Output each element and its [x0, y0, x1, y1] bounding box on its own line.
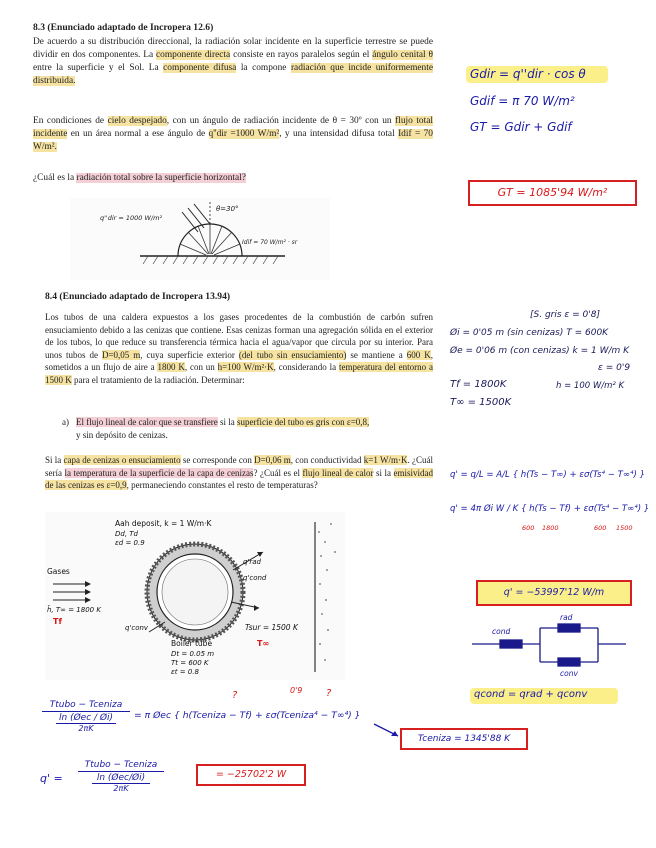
- hw-tinf-value: T∞ = 1500K: [450, 397, 512, 408]
- fig-tt-label: Tt = 600 K: [171, 659, 209, 667]
- fig-ash-emissivity-label: εd = 0.9: [115, 539, 145, 547]
- hw-final-result-box: = −25702'2 W: [196, 764, 306, 786]
- hw-gdir-equation: Gdir = q''dir · cos θ: [470, 67, 586, 81]
- hw-final-denominator-bottom: 2πK: [113, 784, 129, 793]
- problem-8-3-question: ¿Cuál es la radiación total sobre la superficie horizontal?: [33, 173, 246, 183]
- fig-tsur-label: Tsur = 1500 K: [245, 623, 298, 632]
- fig-boiler-tube-label: Boiler tube: [171, 639, 213, 648]
- hw-tf-value: Tf = 1800K: [450, 379, 507, 390]
- hw-lhs-denominator-top: ln (Øec / Øi): [56, 713, 116, 724]
- hw-lhs-denominator-bottom: 2πK: [78, 724, 94, 733]
- hw-h-value: h = 100 W/m² K: [556, 381, 625, 391]
- hw-gt-equation: GT = Gdir + Gdif: [470, 120, 572, 134]
- hw-gt-result-box: GT = 1085'94 W/m²: [468, 180, 637, 206]
- solar-radiation-figure: [70, 198, 330, 280]
- fig-qrad-label: q'rad: [243, 558, 261, 566]
- hw-unknown-mark-1: ?: [232, 690, 238, 701]
- figure-idif-label: Idif = 70 W/m² · sr: [242, 239, 298, 246]
- hw-value-1500: 1500: [616, 524, 633, 532]
- fig-dt-label: Dt = 0.05 m: [171, 650, 215, 658]
- hw-final-numerator: Ttubo − Tceniza: [78, 760, 164, 772]
- problem-8-3-paragraph-1: De acuerdo a su distribución direccional, la radiación solar incidente en la superficie terrestre se puede dividir en dos componentes. La componente directa consiste en rayos paralelos según el ángulo cenital θ entre la superficie y el Sol. La componente difusa la compone radiación que incide uniformemente distribuida.: [33, 37, 434, 86]
- hw-linear-flux-equation-2: q' = 4π Øi W / K { h(Ts − Tf) + εσ(Ts⁴ − T∞⁴) }: [450, 504, 650, 514]
- fig-h-tinf-label: h̄, T∞ = 1800 K: [47, 606, 101, 614]
- hw-emissivity-mark: 0'9: [290, 686, 303, 695]
- hw-lhs-fraction: [42, 700, 130, 733]
- fig-ash-deposit-label: Aah deposit, k = 1 W/m·K: [115, 519, 212, 528]
- problem-8-4-heading: 8.4 (Enunciado adaptado de Incropera 13.94): [45, 291, 231, 302]
- fig-ash-dd-label: Dd, Td: [115, 530, 139, 538]
- hw-unknown-mark-2: ?: [326, 688, 332, 699]
- boiler-tube-figure: [45, 512, 345, 680]
- circuit-cond-label: cond: [492, 627, 511, 636]
- hw-gray-surface-note: [S. gris ε = 0'8]: [530, 310, 600, 320]
- hw-diameter-outer: Øe = 0'06 m (con cenizas) k = 1 W/m K: [450, 346, 630, 356]
- fig-gases-label: Gases: [47, 567, 70, 576]
- hw-final-fraction: [78, 760, 164, 793]
- hw-final-lhs: q' =: [40, 772, 63, 785]
- hw-gdif-equation: Gdif = π 70 W/m²: [470, 94, 575, 108]
- hw-value-1800: 1800: [542, 524, 559, 532]
- hw-value-600-b: 600: [594, 524, 607, 532]
- hw-rhs-expression: = π Øec { h(Tceniza − Tf) + εσ(Tceniza⁴ − T∞⁴) }: [134, 710, 361, 721]
- question-a: a) El flujo lineal de calor que se transfiere si la superficie del tubo es gris con ε=0,8, y sin depósito de cenizas.: [62, 417, 370, 440]
- problem-8-4-paragraph-1: Los tubos de una caldera expuestos a los gases procedentes de la combustión de carbón sufren ensuciamiento debido a las cenizas que contiene. Esas cenizas forman una agregación sólida en el exterior de los tubos, lo que reduce su transferencia térmica hacia el agua/vapor que circula por su interior. Para unos tubos de D=0,05 m, cuya superficie exterior (del tubo sin ensuciamiento) se mantiene a 600 K, sometidos a un flujo de aire a 1800 K, con un h=100 W/m²·K, considerando la temperatura del entorno a 1500 K para el tratamiento de la radiación. Determinar:: [45, 312, 433, 385]
- question-a-label: a): [62, 417, 69, 427]
- circuit-rad-label: rad: [560, 613, 573, 622]
- hw-final-denominator-top: ln (Øec/Øi): [92, 773, 150, 784]
- circuit-conv-label: conv: [560, 669, 578, 678]
- hw-emissivity: ε = 0'9: [598, 363, 631, 373]
- problem-8-3-heading: 8.3 (Enunciado adaptado de Incropera 12.6): [33, 22, 214, 33]
- hw-value-600-a: 600: [522, 524, 535, 532]
- figure-theta-label: θ=30°: [216, 205, 239, 213]
- hw-qcond-balance: qcond = qrad + qconv: [474, 689, 588, 700]
- figure-qdir-label: q''dir = 1000 W/m²: [100, 214, 163, 222]
- thermal-resistance-circuit: [470, 612, 630, 678]
- problem-8-3-paragraph-2: En condiciones de cielo despejado, con un ángulo de radiación incidente de θ = 30º con un flujo total incidente en un área normal a ese ángulo de q''dir =1000 W/m², y una intensidad difusa total Idif = 70 W/m².: [33, 116, 433, 152]
- problem-8-4-paragraph-2: Si la capa de cenizas o ensuciamiento se corresponde con D=0,06 m, con conductividad k=1 W/m·K. ¿Cuál sería la temperatura de la superficie de la capa de cenizas? ¿Cuál es el flujo lineal de calor si la emisividad de las cenizas es ε=0,9, permaneciendo constantes el resto de temperaturas?: [45, 455, 434, 491]
- arrow-icon: [372, 722, 402, 742]
- hw-lhs-numerator: Ttubo − Tceniza: [42, 700, 130, 712]
- fig-tf-annotation: Tf: [53, 617, 62, 626]
- hw-diameter-inner: Øi = 0'05 m (sin cenizas) T = 600K: [450, 328, 609, 338]
- hw-tceniza-result-box: Tceniza = 1345'88 K: [400, 728, 528, 750]
- fig-et-label: εt = 0.8: [171, 668, 199, 676]
- hw-linear-flux-equation: q' = q/L = A/L { h(Ts − T∞) + εσ(Ts⁴ − T∞⁴) }: [450, 470, 646, 480]
- fig-qcond-label: q'cond: [243, 574, 267, 582]
- fig-qconv-label: q'conv: [125, 624, 149, 632]
- hw-linear-flux-result-box: q' = −53997'12 W/m: [476, 580, 632, 606]
- fig-tinf-annotation: T∞: [257, 639, 270, 648]
